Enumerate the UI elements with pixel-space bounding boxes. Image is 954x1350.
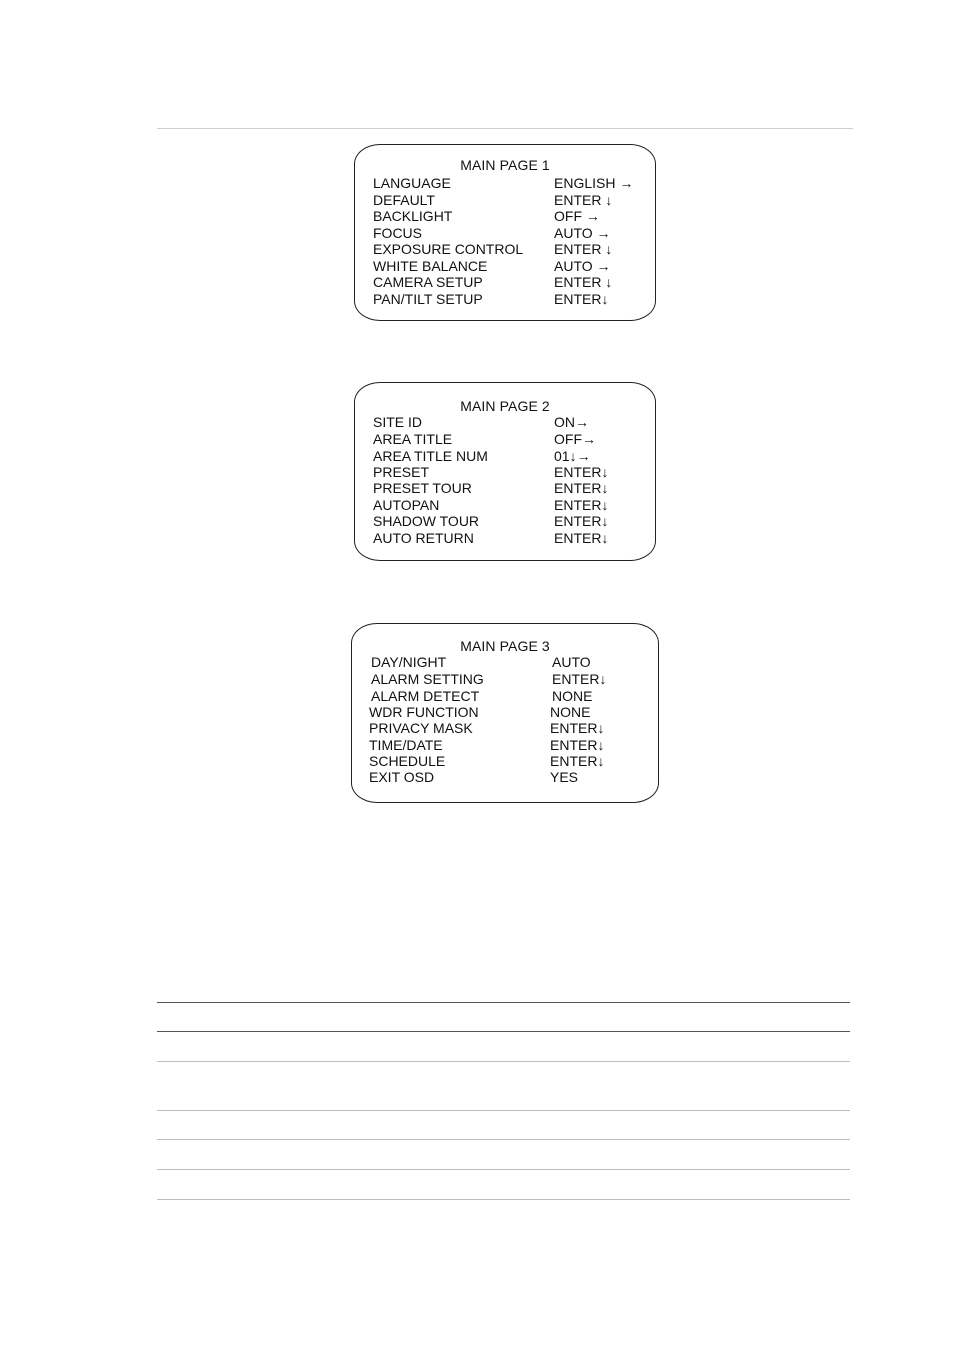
menu-label: DAY/NIGHT (371, 654, 447, 670)
table-rule (157, 1110, 850, 1111)
menu-value: OFF→ (554, 430, 596, 447)
table-rule-header (157, 1031, 850, 1032)
menu-label: DEFAULT (373, 191, 435, 208)
menu-label: EXPOSURE CONTROL (373, 241, 524, 257)
menu-label: AREA TITLE (373, 430, 453, 447)
menu-value: AUTO (552, 654, 591, 670)
menu-label: ALARM DETECT (371, 688, 480, 704)
menu-value: AUTO → (554, 257, 611, 274)
table-rule (157, 1169, 850, 1170)
menu-value: ENTER↓ (550, 737, 605, 753)
menu-label: AUTOPAN (373, 497, 440, 513)
menu-label: ALARM SETTING (371, 671, 484, 687)
menu-value: ENTER ↓ (554, 241, 613, 257)
menu-label: SCHEDULE (369, 753, 446, 769)
menu-value: ENTER↓ (554, 497, 609, 513)
menu-label: EXIT OSD (369, 769, 435, 785)
menu-value: NONE (552, 688, 593, 704)
menu-value: ENTER↓ (554, 463, 609, 480)
osd-main-page-2 (354, 382, 656, 561)
menu-label: FOCUS (373, 224, 422, 241)
menu-value: 01↓→ (554, 447, 591, 464)
table-rule (157, 1199, 850, 1200)
menu-label: CAMERA SETUP (373, 274, 483, 290)
menu-label: WHITE BALANCE (373, 257, 488, 274)
menu-label: TIME/DATE (369, 737, 443, 753)
menu-value: ENTER ↓ (554, 191, 613, 208)
menu-label: PRIVACY MASK (369, 720, 473, 736)
menu-value: ENTER↓ (550, 720, 605, 736)
table-rule (157, 1061, 850, 1062)
menu-value: ENTER↓ (550, 753, 605, 769)
osd-main-page-3 (351, 623, 659, 803)
panel-title: MAIN PAGE 3 (460, 638, 550, 654)
menu-value: ENTER↓ (552, 671, 607, 687)
menu-value: AUTO → (554, 224, 611, 241)
menu-label: PRESET TOUR (373, 480, 472, 496)
menu-label: PRESET (373, 463, 430, 480)
menu-value: ENGLISH → (554, 175, 634, 191)
menu-label: AREA TITLE NUM (373, 447, 488, 464)
menu-label: SITE ID (373, 414, 423, 430)
osd-main-page-1 (354, 144, 656, 321)
panel-title: MAIN PAGE 2 (460, 398, 550, 414)
menu-value: NONE (550, 704, 591, 720)
menu-value: YES (550, 769, 579, 785)
menu-value: ENTER ↓ (554, 274, 613, 290)
menu-label: BACKLIGHT (373, 208, 453, 224)
table-rule (157, 1139, 850, 1140)
menu-value: ENTER↓ (554, 480, 609, 496)
menu-value: ENTER↓ (554, 513, 609, 529)
menu-label: WDR FUNCTION (369, 704, 479, 720)
menu-value: OFF → (554, 208, 600, 224)
panel-title: MAIN PAGE 1 (460, 157, 550, 173)
menu-value: ON→ (554, 414, 589, 430)
menu-value: ENTER↓ (554, 530, 609, 546)
menu-label: SHADOW TOUR (373, 513, 480, 529)
table-rule-top (157, 1002, 850, 1003)
header-rule (157, 128, 853, 129)
menu-label: LANGUAGE (373, 175, 451, 191)
menu-value: ENTER↓ (554, 290, 609, 307)
menu-label: PAN/TILT SETUP (373, 290, 483, 307)
menu-label: AUTO RETURN (373, 530, 474, 546)
